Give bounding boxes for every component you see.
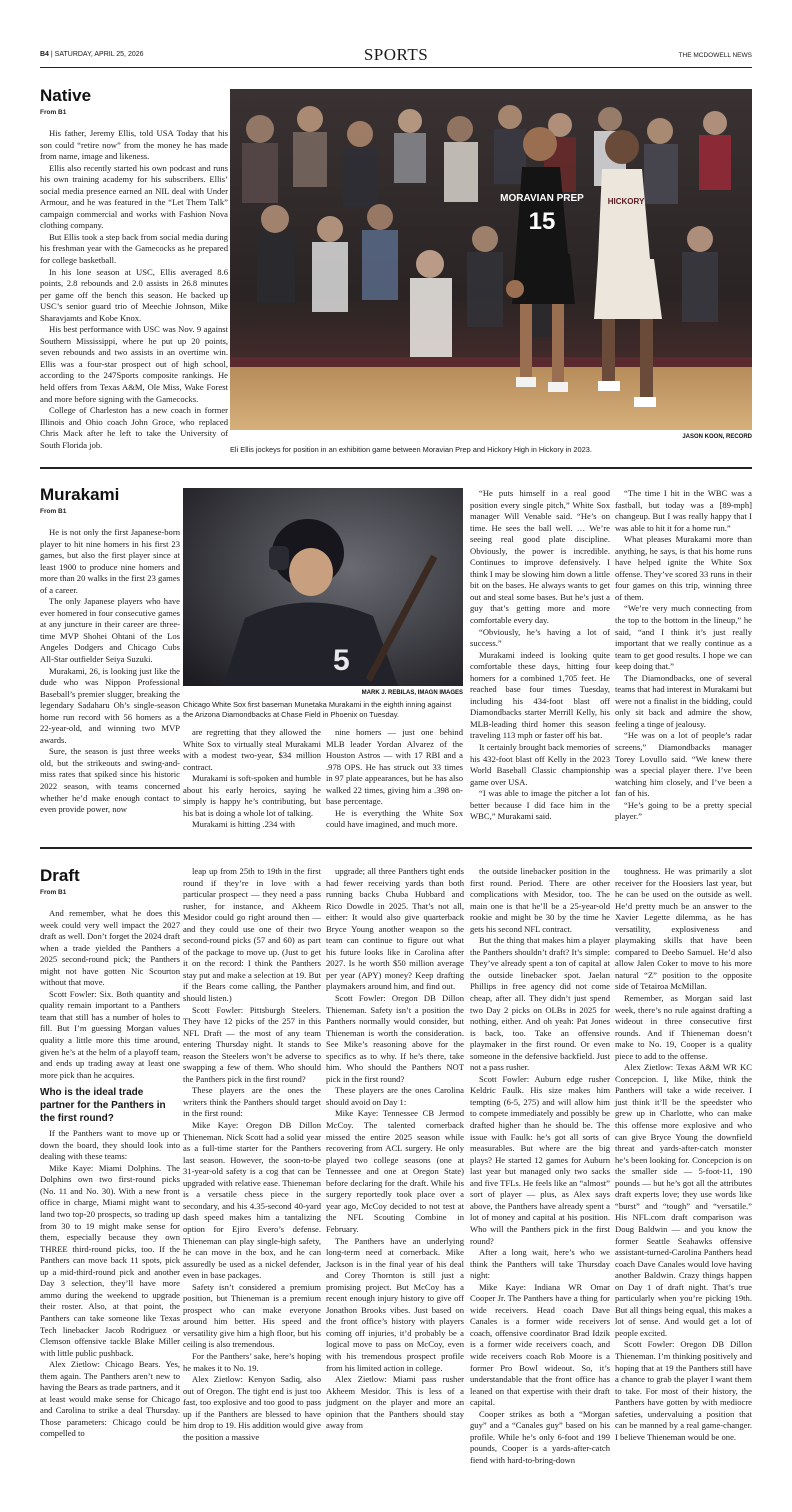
paragraph: Scott Fowler: Pittsburgh Steelers. They have 12 picks of the 257 in this NFL Draft — the most of any team entering Thursday night. It stands to reason the Steelers won’t be adverse to swapping a few of them. Who should the Panthers pick in the first round? — [183, 1004, 321, 1084]
paragraph: “He was on a lot of people’s radar screens,” Diamondbacks manager Torey Lovullo said. “We knew there was a special player there. I’ve been watching him closely, and I’ve been a fan of his. — [615, 730, 752, 799]
draft-subhead: Who is the ideal trade partner for the Panthers in the first round? — [40, 1087, 166, 1125]
baseball-player-image — [183, 488, 463, 686]
murakami-col-2 — [183, 727, 321, 831]
paragraph: “He puts himself in a real good position every single pitch,” White Sox manager Will Venable said. “He’s on time. He sees the ball well. … We’re seeing real good plate discipline. Obviously, the power is incredible. Continues to improve defensively. I think I may be slowing him down a little bit on the bases. He always wants to get out and steal some bases. But he’s just a guy that’s getting more and more comfortable every day. — [470, 488, 610, 626]
paragraph: the outside linebacker position in the first round. Period. There are other complications with Mesidor, too. The main one is that he’ll be a 25-year-old rookie and might be 30 by the time he gets his second NFL contract. — [470, 866, 610, 934]
draft-col-4 — [470, 866, 610, 1466]
paragraph: Remember, as Morgan said last week, there’s no rule against drafting a wideout in three consecutive first rounds. And if Thieneman doesn’t make to No. 19, Cooper is a quality piece to add to the offense. — [615, 993, 752, 1061]
murakami-jersey-number: 5 — [333, 644, 350, 677]
paragraph: Scott Fowler: Auburn edge rusher Keldric Faulk. His size makes him tempting (6-5, 275) and will allow him to compete immediately and possibly be drafted higher than he should be. The issue with Faulk: he’s got all sorts of measurables. But where are the big plays? He started 12 games for Auburn last year but managed only two sacks and five TFLs. He feels like an “almost” sort of player — plus, as Alex says above, the Panthers have already spent a lot of money and capital at his position. Who will the Panthers pick in the first round? — [470, 1073, 610, 1246]
paragraph: He is not only the first Japanese-born player to hit nine homers in his first 23 games, but also the first player since at least 1900 to produce nine homers and more than 20 walks in the first 23 games of a career. — [40, 527, 180, 595]
paragraph: Alex Zietlow: Texas A&M WR KC Concepcion. I, like Mike, think the Panthers will take a wide receiver. I just think it’ll be the speedster who grew up in Charlotte, who can make this offense more explosive and who can give Bryce Young the downfield threat and yards-after-catch monster he’s been looking for. Concepcion is on the smaller side — 5-foot-11, 190 pounds — but he’s got all the attributes draft experts love; they use words like “burst” and “tough” and “versatile.” His NFL.com draft comparison was Doug Baldwin — and you know the former Seattle Seahawks offensive assistant-turned-Carolina Panthers head coach Dave Canales would love having another Baldwin. Crazy things happen on Day 1 of draft night. That’s true particularly when you’re picking 19th. But all things being equal, this makes a lot of sense. And would get a lot of people excited. — [615, 1062, 752, 1338]
native-headline: Native — [40, 86, 92, 105]
paragraph: are regretting that they allowed the White Sox to virtually steal Murakami with a modest two-year, $34 million contract. — [183, 727, 321, 772]
jersey-school: MORAVIAN PREP — [500, 193, 584, 204]
paragraph: It certainly brought back memories of his 432-foot blast off Kelly in the 2023 World Baseball Classic championship game over USA. — [470, 742, 610, 787]
draft-col-2 — [183, 866, 321, 1443]
section-divider-2 — [40, 847, 752, 849]
masthead-rule — [40, 67, 752, 68]
draft-col-1a — [40, 908, 180, 1081]
paragraph: Murakami indeed is looking quite comfortable these days, hitting four homers for a combined 1,705 feet. He reached base four times Tuesday, including his 434-foot blast off Diamondbacks starter Merrill Kelly, his MLB-leading third homer this season traveling 113 mph or faster off his bat. — [470, 649, 610, 741]
draft-from: From B1 — [40, 889, 67, 896]
paragraph: leap up from 25th to 19th in the first round if they’re in love with a particular prospect — they need a pass rusher, for instance, and Akheem Mesidor could go right around then — and they could use one of their two second-round picks (57 and 60) as part of the package to move up. (Just to get it on the record: I think the Panthers stay put and make a selection at 19. But if the Bears come calling, the Panther should listen.) — [183, 866, 321, 1004]
paragraph: Scott Fowler: Oregon DB Dillon Thieneman. I’m thinking positively and hoping that at 19 the Panthers still have a chance to grab the player I want them to take. For most of their history, the Panthers have gotten by with mediocre safeties, undervaluing a position that can be manned by a real game-changer. I believe Thieneman would be one. — [615, 1339, 752, 1442]
paragraph: He is everything the White Sox could have imagined, and much more. — [326, 807, 463, 830]
draft-story — [40, 866, 180, 1440]
native-story — [40, 86, 228, 451]
ellis-photo-credit: JASON KOON, RECORD — [682, 434, 752, 440]
paragraph: Murakami is soft-spoken and humble about his early heroics, saying he simply is happy he’s contributing, but his bat is doing a whole lot of talking. — [183, 773, 321, 818]
paragraph: Sure, the season is just three weeks old, but the strikeouts and swing-and-miss rates that spiked since his historic 2022 season, with teams concerned whether he’d make enough contact to even provide power, now — [40, 746, 180, 815]
paragraph: Mike Kaye: Miami Dolphins. The Dolphins own two first-round picks (No. 11 and No. 30). With a new front office in charge, Miami might want to land two top-20 prospects, so trading up from 30 to 19 might make sense for them, especially because they own THREE third-round picks, too. If the Panthers can move back 11 spots, pick up a mid-third-round pick and another Day 3 selection, they’ll have more ammo during the weekend to upgrade their roster. Also, at that point, the Panthers can take someone like Texas Tech linebacker Jacob Rodriguez or Clemson offensive tackle Blake Miller with little public pushback. — [40, 1162, 180, 1358]
paragraph: If the Panthers want to move up or down the board, they should look into dealing with these teams: — [40, 1128, 180, 1162]
paragraph: But Ellis took a step back from social media during his freshman year with the Gamecocks as he prepared for college basketball. — [40, 231, 228, 266]
paragraph: Alex Zietlow: Miami pass rusher Akheem Mesidor. This is less of a judgment on the player and more an opinion that the Panthers should stay away from — [326, 1374, 464, 1431]
paragraph: Mike Kaye: Oregon DB Dillon Thieneman. Nick Scott had a solid year as a full-time starter for the Panthers last season. However, the soon-to-be 31-year-old safety is a cog that can be upgraded with relative ease. Thieneman is a versatile chess piece in the secondary, and his 4.35-second 40-yard dash speed makes him a tantalizing option for Ejiro Evero’s defense. Thieneman can play single-high safety, he can move in the box, and he can assuredly be used as a nickel defender, even in base packages. — [183, 1120, 321, 1281]
paragraph: Alex Zietlow: Kenyon Sadiq, also out of Oregon. The tight end is just too fast, too explosive and too good to pass up if the Panthers are blessed to have him drop to 19. His addition would give the position a massive — [183, 1374, 321, 1442]
paragraph: After a long wait, here’s who we think the Panthers will take Thursday night: — [470, 1247, 610, 1281]
draft-col-1b — [40, 1128, 180, 1440]
paragraph: Ellis also recently started his own podcast and runs his own training academy for his subscribers. Ellis’ social media presence earned an NIL deal with Under Armour, and he was featured in the “Let Them Talk” campaign commercial and works with Fashion Nova clothing company. — [40, 162, 228, 231]
murakami-col-3 — [326, 727, 463, 831]
opponent-school: HICKORY — [607, 197, 645, 206]
section-title: SPORTS — [363, 45, 429, 64]
murakami-photo-caption: Chicago White Sox first baseman Munetaka Murakami in the eighth inning against the Arizona Diamondbacks at Chase Field in Phoenix on Tuesday. — [183, 700, 452, 719]
murakami-from: From B1 — [40, 508, 67, 515]
paragraph: Murakami is hitting .234 with — [192, 819, 295, 830]
paragraph: upgrade; all three Panthers tight ends had fewer receiving yards than both running backs Chuba Hubbard and Rico Dowdle in 2025. That’s not all, either: It would also give quarterback Bryce Young another weapon so the team can continue to figure out what his future looks like in Carolina after 2027. Is he worth $50 million average per year (APY) money? Keep drafting playmakers around him, and find out. — [326, 866, 464, 992]
paragraph: In his lone season at USC, Ellis averaged 8.6 points, 2.8 rebounds and 2.0 assists in 26.8 minutes per game off the bench this season. He backed up USC’s senior guard trio of Meechie Johnson, Mike Sharavjamts and Kobe Knox. — [40, 266, 228, 323]
paragraph: The Panthers have an underlying long-term need at cornerback. Mike Jackson is in the final year of his deal and Corey Thornton is still just a promising project. But McCoy has a recent enough injury history to give off Jonathon Brooks vibes. Just based on the front office’s history with players coming off injuries, it’d probably be a logical move to pass on McCoy, even with his tremendous prospect profile from his limited action in college. — [326, 1235, 464, 1373]
paragraph: These players are the ones Carolina should avoid on Day 1: — [326, 1085, 464, 1107]
paragraph: College of Charleston has a new coach in former Illinois and Ohio coach John Groce, who replaced Chris Mack after he left to take the University of South Florida job. — [40, 405, 228, 450]
paragraph: toughness. He was primarily a slot receiver for the Hoosiers last year, but he can be used on the outside as well. He’d pretty much be an answer to the Xavier Legette dilemma, as he has versatility, explosiveness and playmaking skills that have been compared to Deebo Samuel. He’d also allow Jalen Coker to move to his more natural “Z” position to the opposite side of Tetairoa McMillan. — [615, 866, 752, 992]
paragraph: Scott Fowler: Six. Both quantity and quality remain important to a Panthers team that still has a number of holes to fill. But I’m guessing Morgan values quality a little more this time around, given he’s at the helm of a playoff team, and ends up trading away at least one more pick than he acquires. — [40, 988, 180, 1080]
draft-col-3 — [326, 866, 464, 1432]
native-from: From B1 — [40, 109, 67, 116]
murakami-photo-credit: MARK J. REBILAS, IMAGN IMAGES — [361, 690, 463, 696]
paragraph: “We’re very much connecting from the top to the bottom in the lineup,” he said, “and I think it’s just really important that we really continue as a team to get good results. I hope we can keep doing that.” — [615, 603, 752, 672]
paragraph: Safety isn’t considered a premium position, but Thieneman is a premium prospect who can make everyone around him better. His speed and versatility give him a high floor, but his ceiling is also tremendous. — [183, 1281, 321, 1350]
murakami-col-5 — [615, 488, 752, 823]
murakami-headline: Murakami — [40, 485, 120, 504]
murakami-story — [40, 485, 180, 816]
paragraph: nine homers — just one behind MLB leader Yordan Alvarez of the Houston Astros — with 17 RBI and a .978 OPS. He has struck out 33 times in 97 plate appearances, but he has also walked 22 times, giving him a .398 on-base percentage. — [326, 727, 463, 807]
paragraph: But the thing that makes him a player the Panthers shouldn’t draft? It’s simple: They’ve already spent a ton of capital at the outside linebacker spot. Jaelan Phillips in free agency did not come cheap, after all. They didn’t just spend two Day 2 picks on OLBs in 2025 for nothing, either. And oh yeah: Pat Jones is back, too. Take an offensive playmaker in the first round. Or even someone in the defensive backfield. Just not a pass rusher. — [470, 935, 610, 1073]
paragraph: The only Japanese players who have ever homered in four consecutive games at any juncture in their career are three-time MVP Shohei Ohtani of the Los Angeles Dodgers and Chicago Cubs All-Star outfielder Seiya Suzuki. — [40, 596, 180, 665]
murakami-photo — [183, 488, 463, 686]
murakami-col-1 — [40, 527, 180, 816]
jersey-number: 15 — [528, 208, 556, 235]
paragraph: Murakami, 26, is looking just like the dude who was Nippon Professional Baseball’s premier slugger, breaking the legendary Sadaharu Oh’s single-season home run record with 56 homers as a 22-year-old, and winning two MVP awards. — [40, 665, 180, 745]
paragraph: His father, Jeremy Ellis, told USA Today that his son could “retire now” from the money he has made from name, image and likeness. — [40, 128, 228, 162]
paragraph: Scott Fowler: Oregon DB Dillon Thieneman. Safety isn’t a position the Panthers normally would consider, but Thieneman is worth the consideration. See Mike’s reasoning above for the specifics as to why. If he’s there, take him. Who should the Panthers NOT pick in the first round? — [326, 993, 464, 1084]
paragraph: For the Panthers’ sake, here’s hoping he makes it to No. 19. — [183, 1350, 321, 1373]
paragraph: And remember, what he does this week could very well impact the 2027 draft as well. Don’t forget the 2024 draft when a trade yielded the Panthers a 2025 second-round pick; the Panthers might not have gotten Nic Scourton without that move. — [40, 908, 180, 988]
ellis-photo-caption: Eli Ellis jockeys for position in an exhibition game between Moravian Prep and Hickory High in Hickory in 2023. — [230, 445, 592, 454]
paragraph: These players are the ones the writers think the Panthers should target in the first round: — [183, 1085, 321, 1119]
section-divider-1 — [40, 467, 752, 469]
paragraph: Mike Kaye: Tennessee CB Jermod McCoy. The talented cornerback missed the entire 2025 season while recovering from ACL surgery. He only played two college seasons (one at Tennessee and one at Oregon State) before declaring for the draft. While his surgery reportedly took place over a year ago, McCoy decided to not test at the NFL Scouting Combine in February. — [326, 1108, 464, 1234]
paragraph: Mike Kaye: Indiana WR Omar Cooper Jr. The Panthers have a thing for wide receivers. Head coach Dave Canales is a former wide receivers coach, offensive coordinator Brad Idzik is a former wide receivers coach, and wide receivers coach Rob Moore is a former Pro Bowl wideout. So, it’s understandable that the front office has leaned on that expertise with their draft capital. — [470, 1281, 610, 1408]
paper-name: THE MCDOWELL NEWS — [678, 52, 752, 59]
murakami-col-4 — [470, 488, 610, 823]
masthead — [40, 45, 752, 65]
draft-col-5 — [615, 866, 752, 1443]
paragraph: Alex Zietlow: Chicago Bears. Yes, them again. The Panthers aren’t new to having the Bears as trade partners, and it at least would make sense for Chicago and Carolina to strike a deal Thursday. Those parameters: Chicago could be compelled to — [40, 1359, 180, 1439]
paragraph: The Diamondbacks, one of several teams that had interest in Murakami but were not a finalist in the bidding, could only sit back and admire the show, feeling a tinge of jealousy. — [615, 672, 752, 729]
issue-date: SATURDAY, APRIL 25, 2026 — [54, 51, 144, 58]
ellis-photo — [230, 89, 752, 430]
page-info: B4 | SATURDAY, APRIL 25, 2026 — [40, 51, 144, 58]
paragraph: “I was able to image the pitcher a lot better because I did face him in the WBC,” Murakami said. — [470, 788, 610, 822]
native-body — [40, 128, 228, 451]
paragraph: His best performance with USC was Nov. 9 against Southern Mississippi, where he put up 20 points, seven rebounds and two assists in an overtime win. Ellis was a four-star prospect out of high school, according to the 247Sports composite rankings. He held offers from Texas A&M, Ole Miss, Wake Forest and more before signing with the Gamecocks. — [40, 324, 228, 404]
paragraph: What pleases Murakami more than anything, he says, is that his home runs have helped ignite the White Sox offense. They’ve scored 33 runs in their four games on this trip, winning three of them. — [615, 534, 752, 602]
paragraph: “Obviously, he’s having a lot of success.” — [470, 626, 610, 649]
basketball-game-image — [230, 89, 752, 430]
paragraph: “The time I hit in the WBC was a fastball, but today was a [89-mph] changeup. But I was really happy that I was able to hit it for a home run.” — [615, 488, 752, 533]
page-number: B4 — [40, 51, 49, 58]
paragraph: Cooper strikes as both a “Morgan guy” and a “Canales guy” based on his profile. While he’s only 6-foot and 199 pounds, Cooper is a yards-after-catch fiend with hard-to-bring-down — [470, 1408, 610, 1465]
paragraph: “He’s going to be a pretty special player.” — [615, 799, 752, 822]
draft-headline: Draft — [40, 866, 80, 885]
